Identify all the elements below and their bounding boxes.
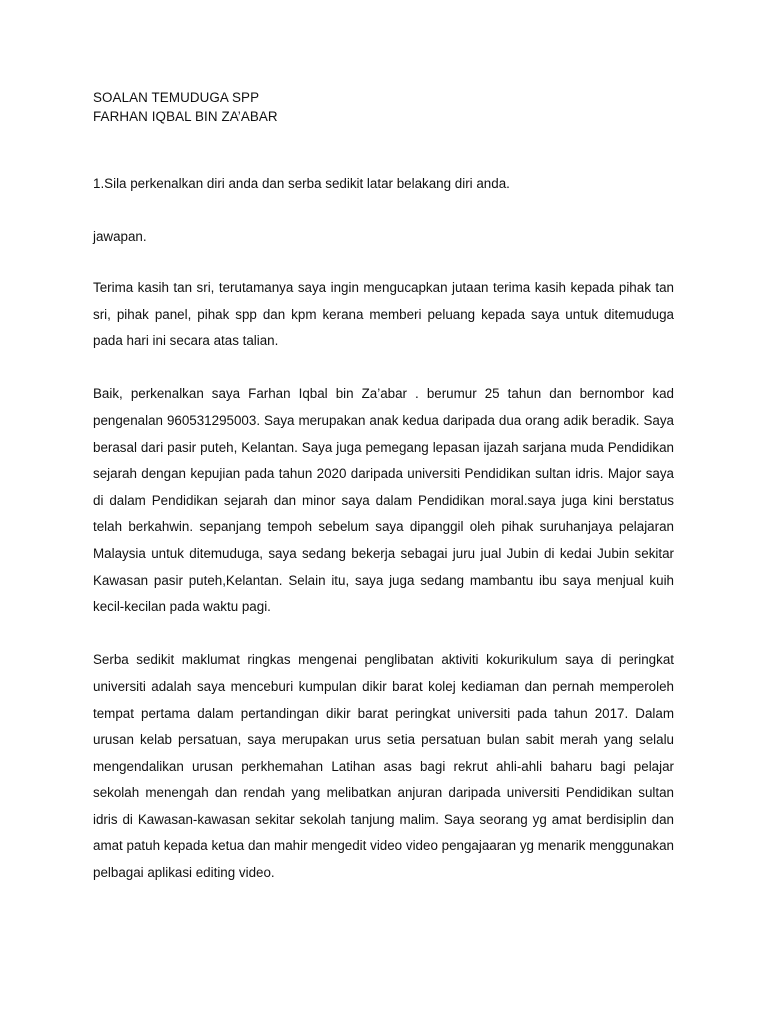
interview-question: 1.Sila perkenalkan diri anda dan serba sedikit latar belakang diri anda. bbox=[93, 176, 510, 191]
answer-paragraph-gratitude: Terima kasih tan sri, terutamanya saya ingin mengucapkan jutaan terima kasih kepada pihak tan sri, pihak panel, pihak spp dan kpm kerana memberi peluang kepada saya untuk ditemuduga pada hari ini secara atas talian. bbox=[93, 280, 674, 349]
document-body bbox=[93, 88, 674, 887]
candidate-name: FARHAN IQBAL BIN ZA’ABAR bbox=[93, 109, 278, 124]
document-title: SOALAN TEMUDUGA SPP bbox=[93, 90, 260, 105]
answer-paragraph-cocurricular: Serba sedikit maklumat ringkas mengenai penglibatan aktiviti kokurikulum saya di peringkat universiti adalah saya menceburi kumpulan dikir barat kolej kediaman dan pernah memperoleh tempat pertama dalam pertandingan dikir barat peringkat universiti pada tahun 2017. Dalam urusan kelab persatuan, saya merupakan urus setia persatuan bulan sabit merah yang selalu mengendalikan urusan perkhemahan Latihan asas bagi rekrut ahli-ahli baharu bagi pelajar sekolah menengah dan rendah yang melibatkan anjuran daripada universiti Pendidikan sultan idris di Kawasan-kawasan sekitar sekolah tanjung malim. Saya seorang yg amat berdisiplin dan amat patuh kepada ketua dan mahir mengedit video video pengajaaran yg menarik menggunakan pelbagai aplikasi editing video. bbox=[93, 652, 674, 881]
answer-paragraph-introduction: Baik, perkenalkan saya Farhan Iqbal bin Za’abar . berumur 25 tahun dan bernombor kad pengenalan 960531295003. Saya merupakan anak kedua daripada dua orang adik beradik. Saya berasal dari pasir puteh, Kelantan. Saya juga pemegang lepasan ijazah sarjana muda Pendidikan sejarah dengan kepujian pada tahun 2020 daripada universiti Pendidikan sultan idris. Major saya di dalam Pendidikan sejarah dan minor saya dalam Pendidikan moral.saya juga kini berstatus telah berkahwin. sepanjang tempoh sebelum saya dipanggil oleh pihak suruhanjaya pelajaran Malaysia untuk ditemuduga, saya sedang bekerja sebagai juru jual Jubin di kedai Jubin sekitar Kawasan pasir puteh,Kelantan. Selain itu, saya juga sedang mambantu ibu saya menjual kuih kecil-kecilan pada waktu pagi. bbox=[93, 386, 674, 615]
answer-label: jawapan. bbox=[93, 229, 147, 244]
